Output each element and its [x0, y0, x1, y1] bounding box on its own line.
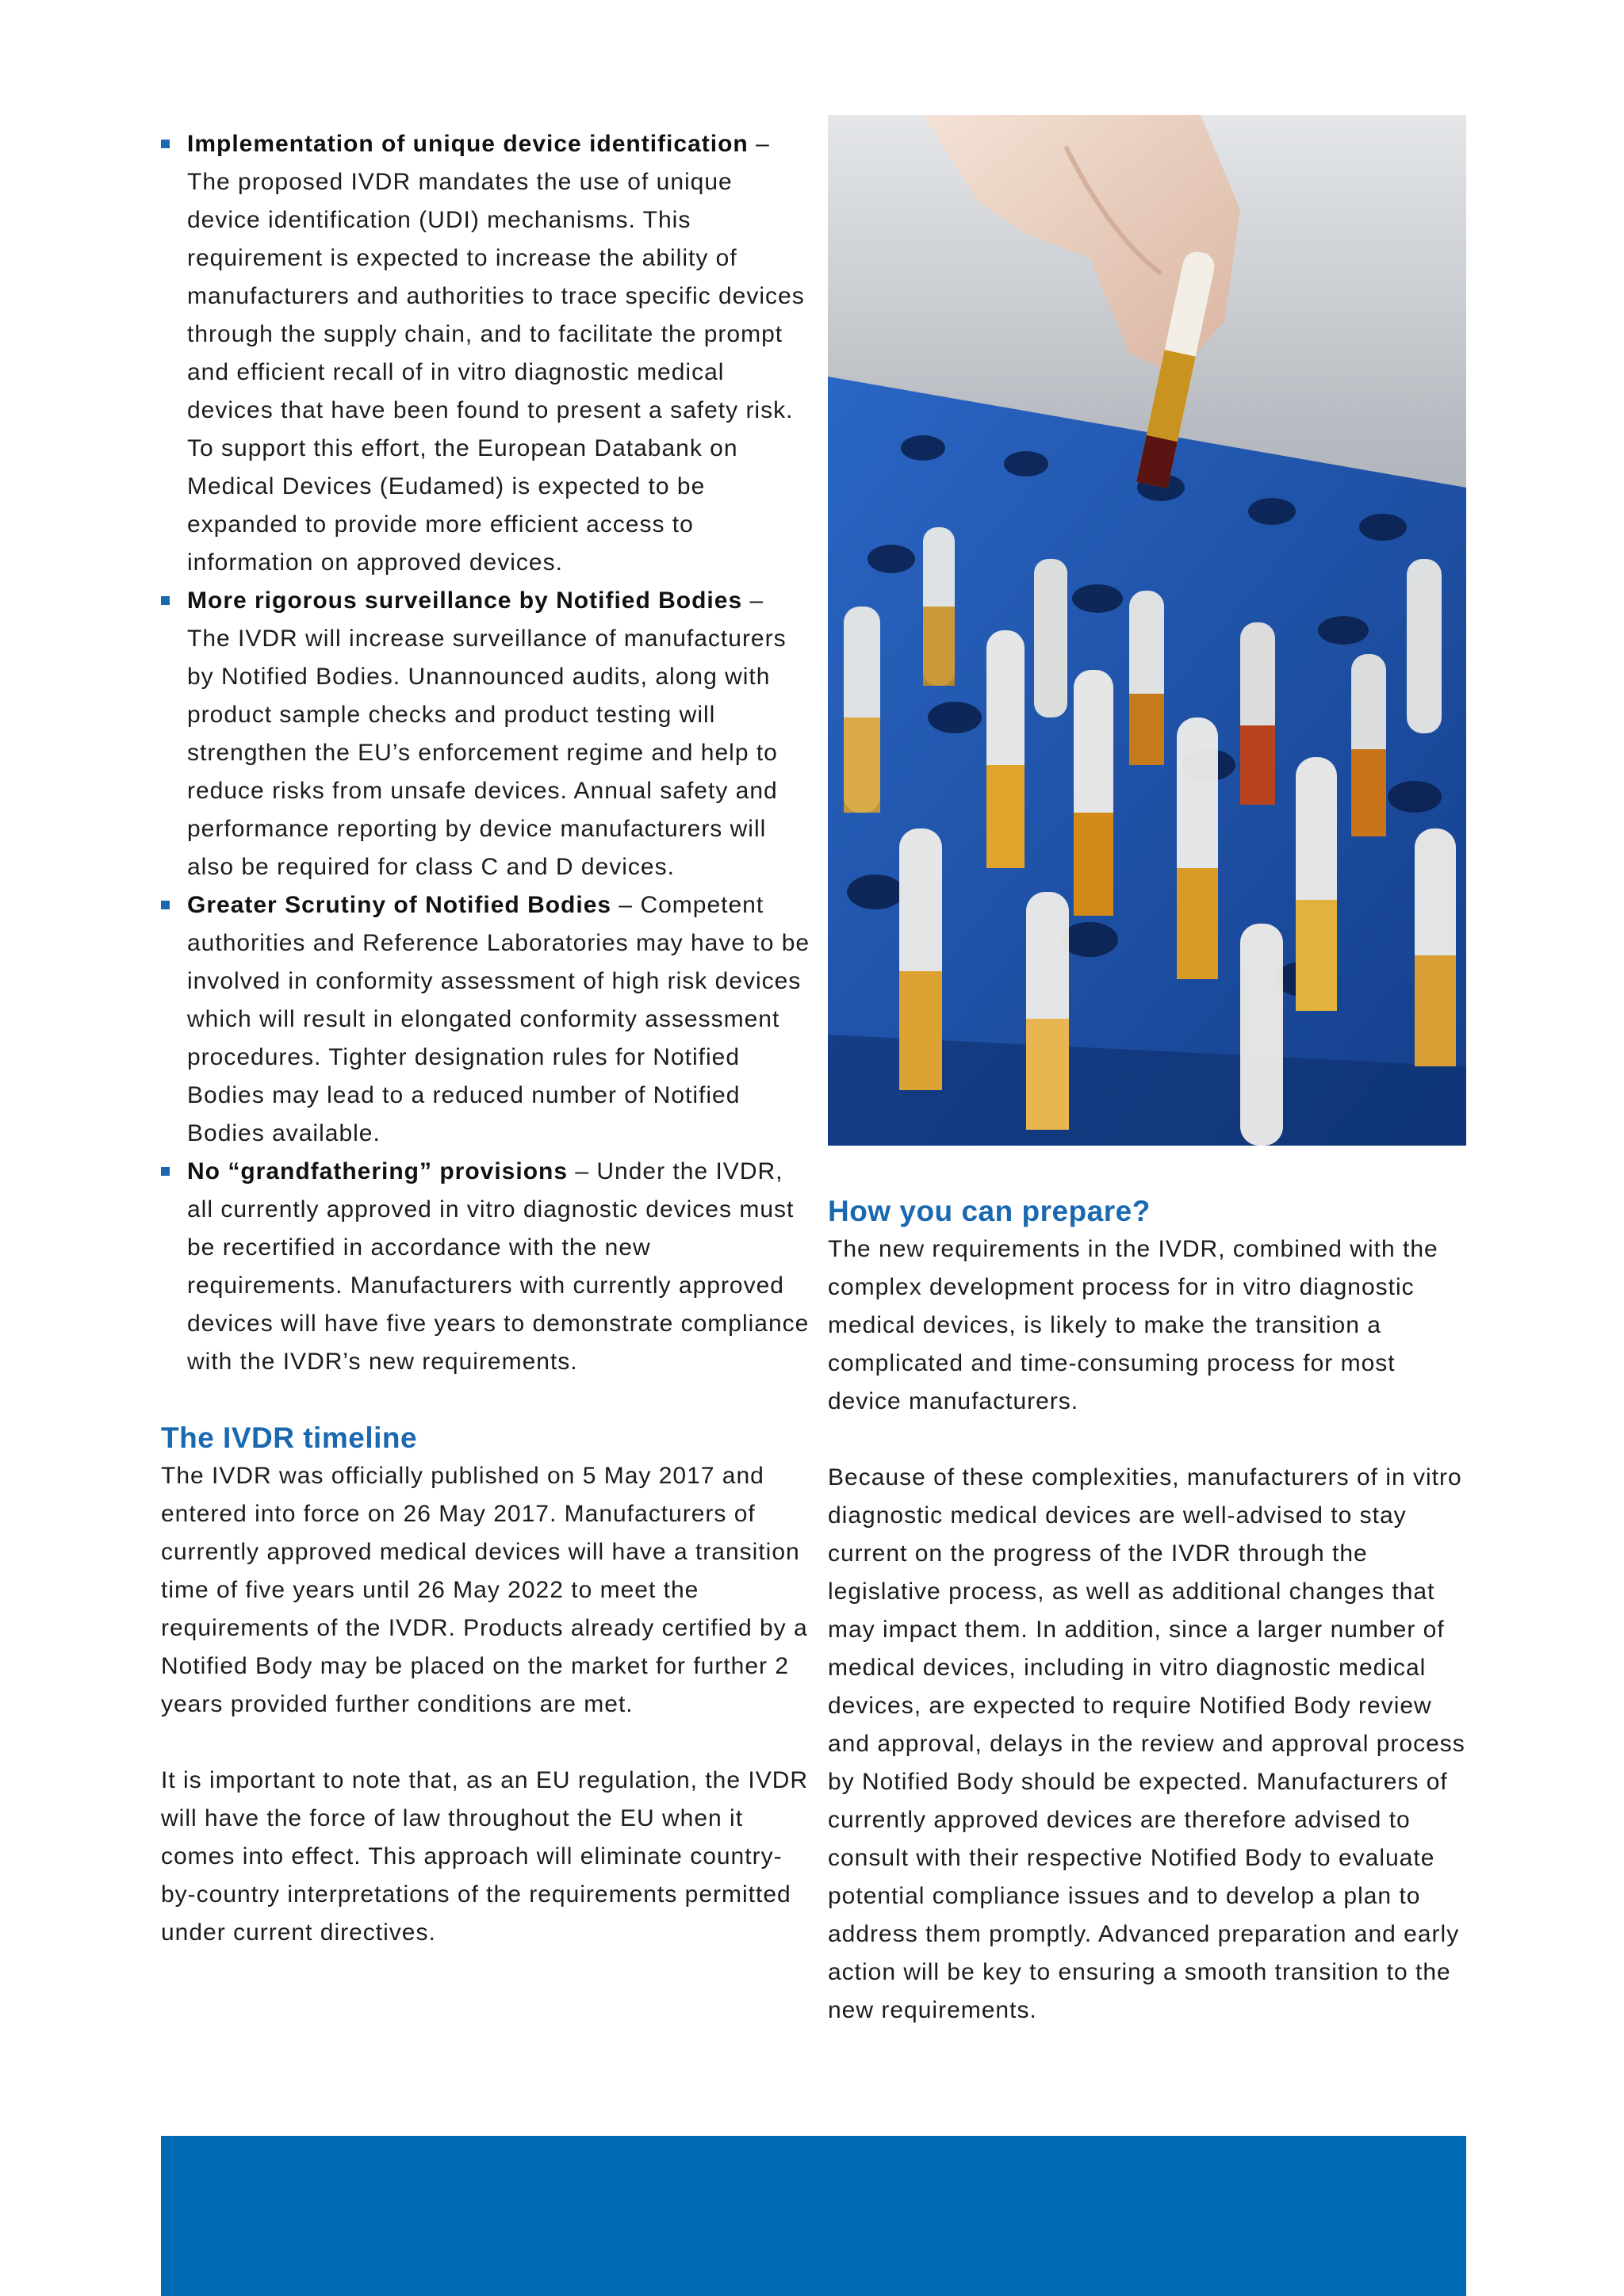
- bullet-square-icon: [161, 596, 170, 605]
- bullet-lead: More rigorous surveillance by Notified Bodies: [187, 587, 743, 614]
- bullet-lead: No “grandfathering” provisions: [187, 1158, 569, 1184]
- left-column: [161, 125, 811, 1952]
- bullet-lead: Implementation of unique device identification: [187, 131, 749, 157]
- requirements-list: [161, 125, 811, 1381]
- bullet-square-icon: [161, 1167, 170, 1176]
- bullet-square-icon: [161, 140, 170, 148]
- prepare-paragraph-1: The new requirements in the IVDR, combined with the complex development process for in vitro diagnostic medical devices, is likely to make the transition a complicated and time-consuming process for most device manufacturers.: [828, 1236, 1438, 1414]
- list-item: [161, 1153, 811, 1381]
- bullet-text: – The proposed IVDR mandates the use of unique device identification (UDI) mechanisms. This requirement is expected to increase the ability of manufacturers and authorities to trace specific devices through the supply chain, and to facilitate the prompt and efficient recall of in vitro diagnostic medical devices that have been found to present a safety risk. To support this effort, the European Databank on Medical Devices (Eudamed) is expected to be expanded to provide more efficient access to information on approved devices.: [187, 131, 805, 576]
- bullet-lead: Greater Scrutiny of Notified Bodies: [187, 892, 612, 918]
- bullet-text: – Competent authorities and Reference Laboratories may have to be involved in conformity assessment of high risk devices which will result in elongated conformity assessment procedures. Tighter designation rules for Notified Bodies may lead to a reduced number of Notified Bodies available.: [187, 892, 810, 1146]
- list-item: [161, 125, 811, 582]
- timeline-paragraph-2: It is important to note that, as an EU regulation, the IVDR will have the force of law throughout the EU when it comes into effect. This approach will eliminate country-by-country interpretations of the requirements permitted under current directives.: [161, 1767, 809, 1946]
- timeline-paragraph-1: The IVDR was officially published on 5 May 2017 and entered into force on 26 May 2017. Manufacturers of currently approved medical devices will have a transition time of five years until 26 May 2022 to meet the requirements of the IVDR. Products already certified by a Notified Body may be placed on the market for further 2 years provided further conditions are met.: [161, 1463, 808, 1717]
- prepare-paragraph-2: Because of these complexities, manufacturers of in vitro diagnostic medical devices are well-advised to stay current on the progress of the IVDR through the legislative process, as well as additional changes that may impact them. In addition, since a larger number of medical devices, including in vitro diagnostic medical devices, are expected to require Notified Body review and approval, delays in the review and approval process by Notified Body should be expected. Manufacturers of currently approved devices are therefore advised to consult with their respective Notified Body to evaluate potential compliance issues and to develop a plan to address them promptly. Advanced preparation and early action will be key to ensuring a smooth transition to the new requirements.: [828, 1464, 1465, 2023]
- bullet-text: – Under the IVDR, all currently approved in vitro diagnostic devices must be recertified in accordance with the new requirements. Manufacturers with currently approved devices will have five years to demonstrate compliance with the IVDR’s new requirements.: [187, 1158, 810, 1375]
- timeline-heading: The IVDR timeline: [161, 1422, 418, 1454]
- list-item: [161, 886, 811, 1153]
- lab-sample-photo: [828, 115, 1466, 1146]
- prepare-heading: How you can prepare?: [828, 1195, 1151, 1227]
- bullet-square-icon: [161, 901, 170, 909]
- list-item: [161, 582, 811, 886]
- bullet-text: – The IVDR will increase surveillance of manufacturers by Notified Bodies. Unannounced audits, along with product sample checks and product testing will strengthen the EU’s enforcement regime and help to reduce risks from unsafe devices. Annual safety and performance reporting by device manufacturers will also be required for class C and D devices.: [187, 587, 787, 880]
- right-column: [828, 1192, 1466, 2030]
- footer-band: [161, 2136, 1466, 2296]
- test-tube-rack-illustration: [828, 115, 1466, 1146]
